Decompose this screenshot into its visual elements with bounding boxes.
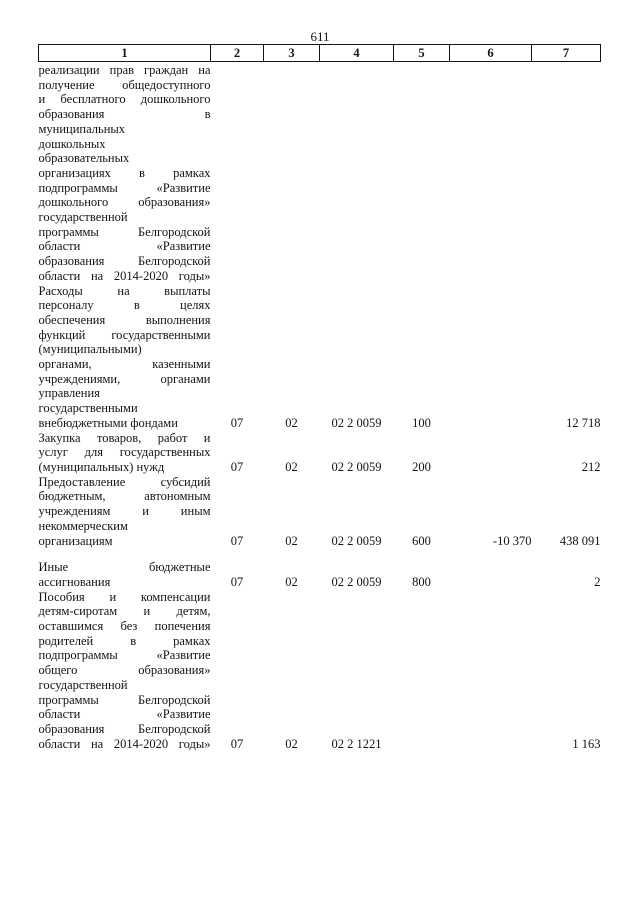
column-header-3: 3 bbox=[264, 45, 320, 62]
table-row bbox=[39, 590, 601, 752]
subsection-code: 02 bbox=[285, 574, 298, 589]
total-amount: 12 718 bbox=[566, 415, 601, 430]
description-line: персоналу в целях bbox=[38, 298, 211, 313]
target-article-code: 02 2 0059 bbox=[331, 459, 382, 474]
total-amount: 438 091 bbox=[559, 533, 601, 548]
row-description bbox=[39, 590, 211, 752]
section-code: 07 bbox=[230, 574, 244, 589]
description-line: учреждениям и иным bbox=[38, 504, 211, 519]
subsection-code: 02 bbox=[285, 415, 298, 430]
column-header-4: 4 bbox=[320, 45, 394, 62]
description-line: учреждениями, органами bbox=[38, 371, 211, 386]
description-line: образования в bbox=[38, 107, 211, 122]
column-header-5: 5 bbox=[394, 45, 450, 62]
description-line: услуг для государственных bbox=[38, 445, 211, 460]
description-line: программы Белгородской bbox=[38, 224, 211, 239]
subsection-code: 02 bbox=[285, 459, 298, 474]
description-line: оставшимся без попечения bbox=[38, 619, 211, 634]
description-line: детям-сиротам и детям, bbox=[38, 604, 211, 619]
description-line: общего образования» bbox=[38, 663, 211, 678]
description-line: государственной bbox=[38, 210, 128, 225]
change-amount bbox=[450, 548, 532, 589]
row-description bbox=[39, 548, 211, 589]
description-line: области на 2014-2020 годы» bbox=[38, 268, 211, 283]
description-line: организациях в рамках bbox=[38, 165, 211, 180]
description-line: государственными bbox=[38, 401, 138, 416]
description-line: государственной bbox=[38, 677, 128, 692]
target-article-code: 02 2 0059 bbox=[331, 415, 382, 430]
description-line: Расходы на выплаты bbox=[38, 283, 211, 298]
page-number: 611 bbox=[310, 29, 330, 44]
budget-table bbox=[38, 44, 601, 751]
description-line: функций государственными bbox=[38, 327, 211, 342]
target-article-code: 02 2 1221 bbox=[331, 736, 382, 751]
description-line: и бесплатного дошкольного bbox=[38, 92, 211, 107]
description-line: управления bbox=[38, 386, 100, 401]
description-line: обеспечения выполнения bbox=[38, 312, 211, 327]
description-line: внебюджетными фондами bbox=[38, 415, 178, 430]
expense-type-code: 600 bbox=[412, 533, 431, 548]
expense-type-code: 200 bbox=[412, 459, 431, 474]
total-amount: 1 163 bbox=[572, 736, 601, 751]
description-line: подпрограммы «Развитие bbox=[38, 648, 211, 663]
description-line: Закупка товаров, работ и bbox=[38, 430, 211, 445]
description-line: образовательных bbox=[38, 151, 130, 166]
description-line: получение общедоступного bbox=[38, 77, 211, 92]
description-line: Иные бюджетные bbox=[38, 560, 211, 575]
description-line: области на 2014-2020 годы» bbox=[38, 736, 211, 751]
subsection-code: 02 bbox=[285, 736, 298, 751]
change-amount bbox=[450, 431, 532, 475]
column-header-6: 6 bbox=[450, 45, 532, 62]
section-code: 07 bbox=[230, 533, 244, 548]
section-code: 07 bbox=[230, 459, 244, 474]
target-article-code: 02 2 0059 bbox=[331, 533, 382, 548]
expense-type-code bbox=[394, 590, 450, 752]
table-body bbox=[39, 62, 601, 752]
column-header-row bbox=[39, 45, 601, 62]
row-description bbox=[39, 475, 211, 549]
table-row bbox=[39, 62, 601, 431]
total-amount: 2 bbox=[594, 574, 601, 589]
description-line: (муниципальными) bbox=[38, 342, 142, 357]
description-line: дошкольного образования» bbox=[38, 195, 211, 210]
description-line: родителей в рамках bbox=[38, 633, 211, 648]
description-line: муниципальных bbox=[38, 121, 126, 136]
total-amount: 212 bbox=[581, 459, 601, 474]
description-line: Пособия и компенсации bbox=[38, 589, 211, 604]
column-header-1: 1 bbox=[39, 45, 211, 62]
section-code: 07 bbox=[230, 415, 244, 430]
table-row bbox=[39, 475, 601, 549]
row-description bbox=[39, 431, 211, 475]
target-article-code: 02 2 0059 bbox=[331, 574, 382, 589]
description-line: ассигнования bbox=[38, 574, 111, 589]
description-line: некоммерческим bbox=[38, 518, 128, 533]
description-line: (муниципальных) нужд bbox=[38, 459, 165, 474]
change-amount bbox=[450, 62, 532, 431]
description-line: образования Белгородской bbox=[38, 254, 211, 269]
description-line: Предоставление субсидий bbox=[38, 474, 211, 489]
description-line: области «Развитие bbox=[38, 707, 211, 722]
column-header-2: 2 bbox=[211, 45, 264, 62]
row-description bbox=[39, 62, 211, 431]
description-line: бюджетным, автономным bbox=[38, 489, 211, 504]
subsection-code: 02 bbox=[285, 533, 298, 548]
description-line: органами, казенными bbox=[38, 357, 211, 372]
description-line: области «Развитие bbox=[38, 239, 211, 254]
description-line: организациям bbox=[38, 533, 113, 548]
description-line: программы Белгородской bbox=[38, 692, 211, 707]
description-line: реализации прав граждан на bbox=[38, 63, 211, 77]
column-header-7: 7 bbox=[532, 45, 601, 62]
description-line: образования Белгородской bbox=[38, 721, 211, 736]
change-amount bbox=[450, 590, 532, 752]
expense-type-code: 100 bbox=[412, 415, 431, 430]
table-row bbox=[39, 548, 601, 589]
table-row bbox=[39, 431, 601, 475]
description-line: подпрограммы «Развитие bbox=[38, 180, 211, 195]
change-amount: -10 370 bbox=[492, 533, 532, 548]
expense-type-code: 800 bbox=[412, 574, 431, 589]
section-code: 07 bbox=[230, 736, 244, 751]
description-line: дошкольных bbox=[38, 136, 106, 151]
